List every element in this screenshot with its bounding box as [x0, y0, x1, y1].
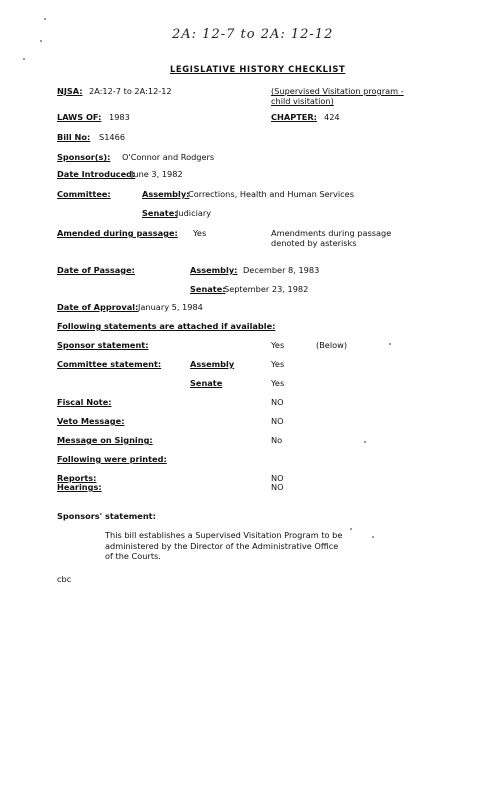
passage-senate-value: September 23, 1982 [224, 284, 309, 294]
chapter-label: CHAPTER: [271, 112, 317, 122]
scan-speck [350, 528, 352, 530]
passage-assembly-label: Assembly: [190, 265, 238, 275]
committee-statement-assembly-label: Assembly [190, 359, 235, 369]
date-introduced-value: June 3, 1982 [131, 169, 183, 179]
njsa-label: NJSA: [57, 86, 83, 96]
njsa-subject: (Supervised Visitation program - child visitation) [271, 86, 404, 106]
bill-no-value: S1466 [99, 132, 126, 142]
committee-senate-label: Senate: [142, 208, 178, 218]
printed-heading: Following were printed: [57, 454, 167, 464]
passage-assembly-value: December 8, 1983 [243, 265, 320, 275]
scan-speck [364, 441, 366, 443]
attached-heading: Following statements are attached if available: [57, 321, 276, 331]
sponsors-statement-heading: Sponsors' statement: [57, 511, 156, 521]
fiscal-note-value: NO [271, 397, 284, 407]
message-on-signing-value: No [271, 435, 283, 445]
committee-assembly-value: Corrections, Health and Human Services [188, 189, 354, 199]
sponsor-statement-label: Sponsor statement: [57, 340, 149, 350]
committee-label: Committee: [57, 189, 111, 199]
scan-speck [389, 343, 391, 345]
njsa-value: 2A:12-7 to 2A:12-12 [89, 86, 172, 96]
scan-speck [44, 18, 46, 20]
page-title: LEGISLATIVE HISTORY CHECKLIST [170, 64, 346, 74]
sponsors-label: Sponsor(s): [57, 152, 111, 162]
laws-of-value: 1983 [109, 112, 130, 122]
typist-initials: cbc [57, 574, 72, 584]
committee-senate-value: Judiciary [176, 208, 212, 218]
committee-assembly-label: Assembly: [142, 189, 190, 199]
amended-note: Amendments during passage denoted by asterisks [271, 228, 392, 248]
laws-of-label: LAWS OF: [57, 112, 102, 122]
amended-label: Amended during passage: [57, 228, 178, 238]
amended-value: Yes [193, 228, 207, 238]
committee-statement-senate-value: Yes [271, 378, 285, 388]
hearings-label: Hearings: [57, 482, 102, 492]
committee-statement-assembly-value: Yes [271, 359, 285, 369]
hearings-value: NO [271, 482, 284, 492]
scan-speck [23, 58, 25, 60]
handwritten-reference: 2A: 12-7 to 2A: 12-12 [172, 27, 334, 42]
date-of-passage-label: Date of Passage: [57, 265, 135, 275]
reports-label: Reports: [57, 473, 97, 483]
committee-statement-senate-label: Senate [190, 378, 223, 388]
bill-no-label: Bill No: [57, 132, 91, 142]
date-of-approval-value: January 5, 1984 [138, 302, 203, 312]
sponsors-statement-text: This bill establishes a Supervised Visitation Program to be administered by the Director of the Administrative Office of the Courts. [105, 530, 343, 561]
chapter-value: 424 [324, 112, 340, 122]
scan-speck [40, 40, 42, 42]
passage-senate-label: Senate: [190, 284, 226, 294]
reports-value: NO [271, 473, 284, 483]
sponsor-statement-value: Yes [271, 340, 285, 350]
scan-speck [372, 536, 374, 538]
date-introduced-label: Date Introduced: [57, 169, 136, 179]
message-on-signing-label: Message on Signing: [57, 435, 153, 445]
sponsors-value: O'Connor and Rodgers [122, 152, 215, 162]
veto-message-value: NO [271, 416, 284, 426]
committee-statement-label: Committee statement: [57, 359, 162, 369]
veto-message-label: Veto Message: [57, 416, 125, 426]
date-of-approval-label: Date of Approval: [57, 302, 139, 312]
fiscal-note-label: Fiscal Note: [57, 397, 112, 407]
sponsor-statement-note: (Below) [316, 340, 348, 350]
